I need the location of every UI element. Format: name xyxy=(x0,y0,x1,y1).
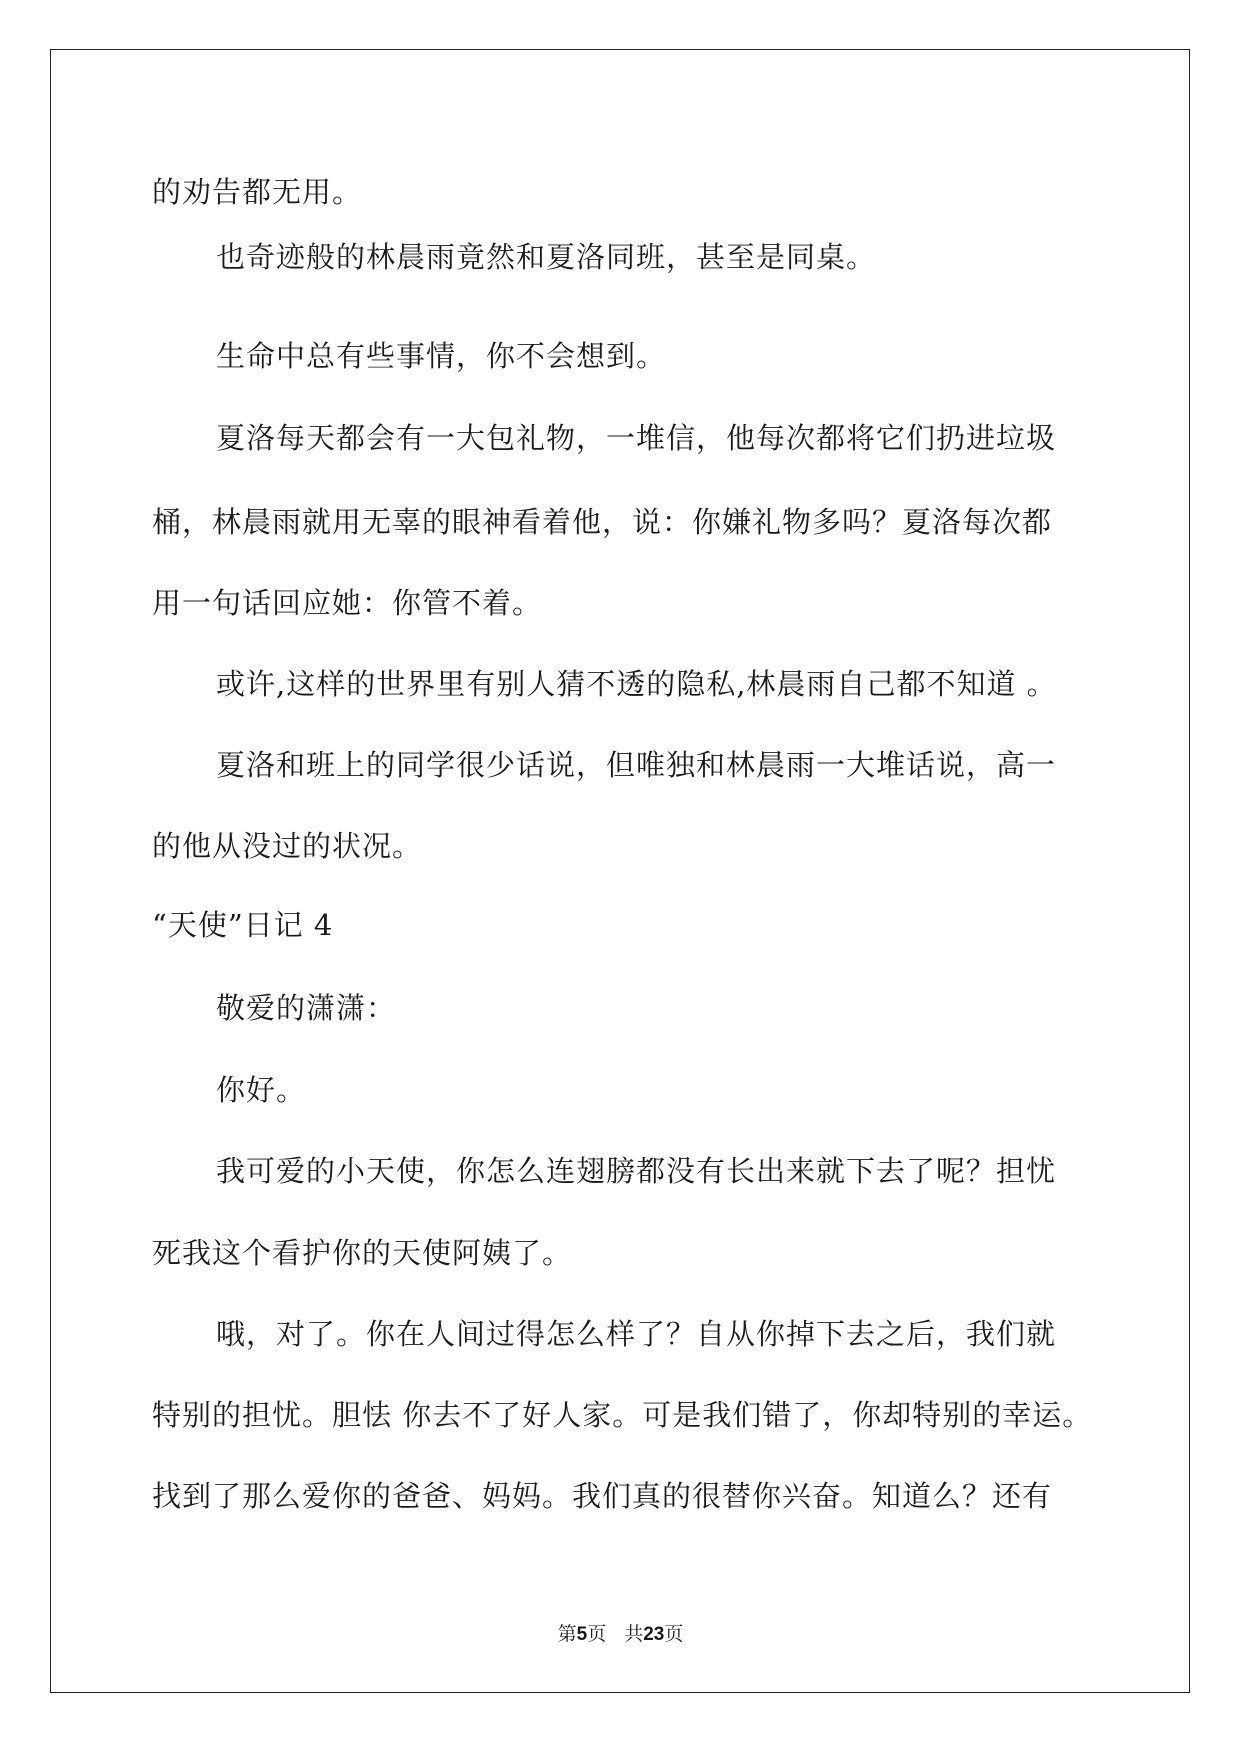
text-line: 找到了那么爱你的爸爸、妈妈。我们真的很替你兴奋。知道么？还有 xyxy=(152,1479,1053,1513)
text-line: 敬爱的潇潇： xyxy=(216,991,397,1025)
text-line: 哦，对了。你在人间过得怎么样了？自从你掉下去之后，我们就 xyxy=(216,1317,1057,1351)
text-line: 也奇迹般的林晨雨竟然和夏洛同班，甚至是同桌。 xyxy=(216,240,877,274)
footer-page-suffix: 页 xyxy=(587,1623,607,1645)
text-line: 死我这个看护你的天使阿姨了。 xyxy=(152,1236,573,1270)
page-number: 5 xyxy=(576,1624,588,1645)
text-line: 夏洛每天都会有一大包礼物，一堆信，他每次都将它们扔进垃圾 xyxy=(216,421,1057,455)
section-heading: “天使”日记 4 xyxy=(152,908,334,942)
text-line: 特别的担忧。胆怯 你去不了好人家。可是我们错了，你却特别的幸运。 xyxy=(152,1398,1093,1432)
text-line: 的劝告都无用。 xyxy=(152,175,363,209)
text-line: 夏洛和班上的同学很少话说，但唯独和林晨雨一大堆话说，高一 xyxy=(216,748,1057,782)
footer-total-prefix: 共 xyxy=(624,1623,644,1645)
text-line: 你好。 xyxy=(216,1073,307,1107)
footer-total-suffix: 页 xyxy=(664,1623,684,1645)
text-line: 我可爱的小天使，你怎么连翅膀都没有长出来就下去了呢？担忧 xyxy=(216,1154,1057,1188)
text-line: 或许,这样的世界里有别人猜不透的隐私,林晨雨自己都不知道 。 xyxy=(216,667,1057,701)
page-border xyxy=(50,49,1190,1693)
text-line: 桶，林晨雨就用无辜的眼神看着他，说：你嫌礼物多吗？夏洛每次都 xyxy=(152,505,1053,539)
text-line: 用一句话回应她：你管不着。 xyxy=(152,586,543,620)
footer-prefix: 第 xyxy=(557,1623,577,1645)
text-line: 生命中总有些事情，你不会想到。 xyxy=(216,339,667,373)
total-pages: 23 xyxy=(643,1624,665,1645)
text-line: 的他从没过的状况。 xyxy=(152,829,423,863)
page-footer xyxy=(0,1622,1241,1647)
